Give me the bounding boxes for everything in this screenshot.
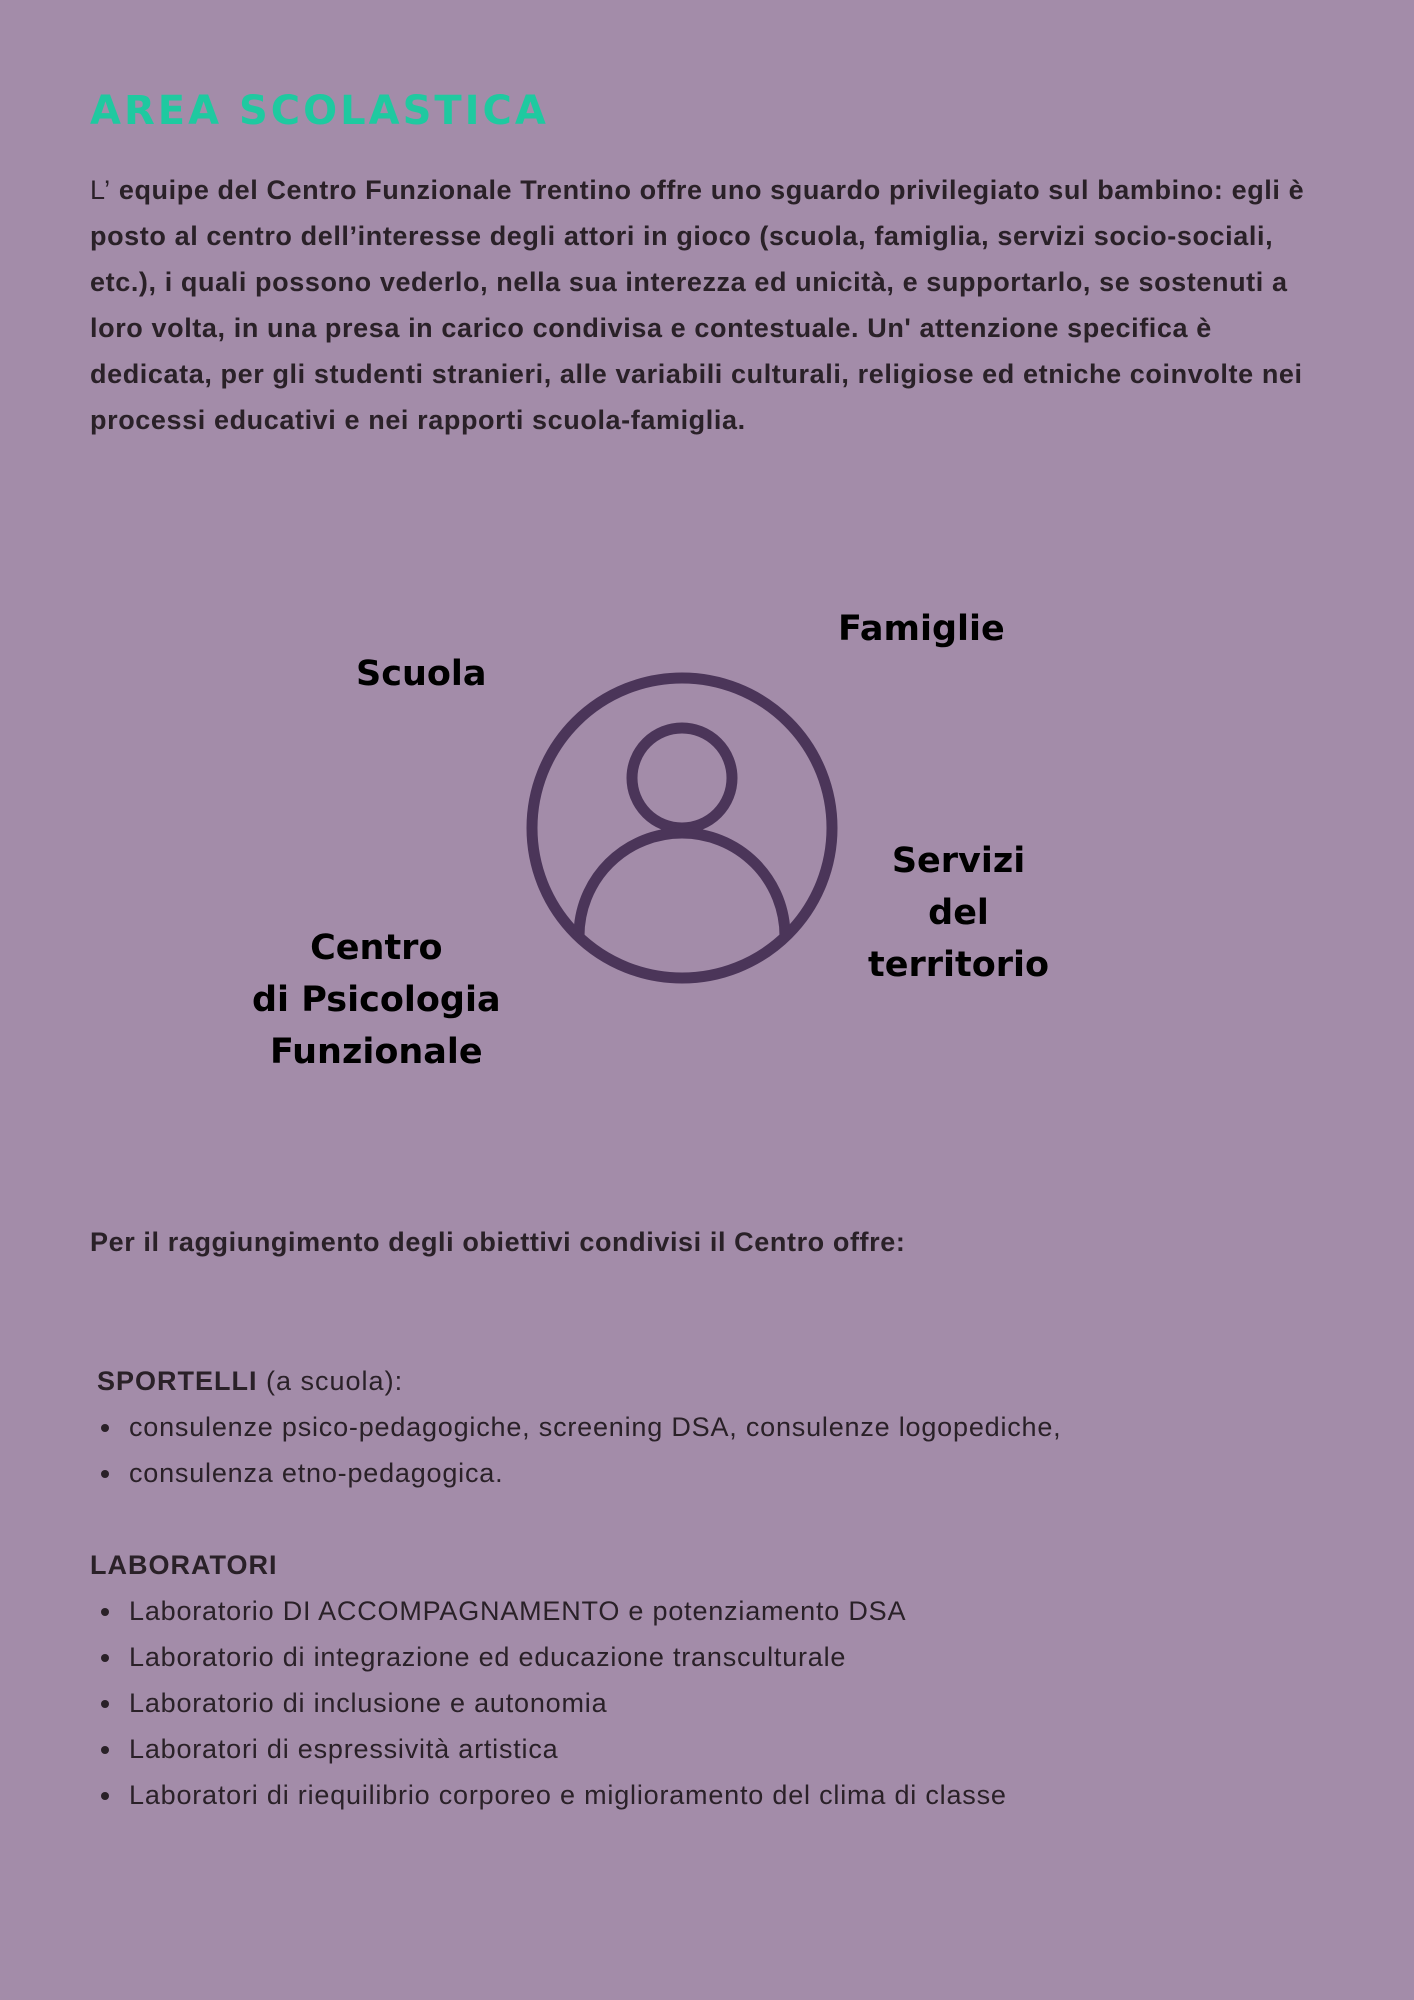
list-item-text: Laboratorio di inclusione e autonomia xyxy=(129,1688,608,1718)
bullet-icon xyxy=(101,1700,109,1708)
bullet-icon xyxy=(101,1746,109,1754)
list-item xyxy=(90,1680,1007,1726)
list-item-text: Laboratori di riequilibrio corporeo e miglioramento del clima di classe xyxy=(129,1780,1007,1810)
page-title: AREA SCOLASTICA xyxy=(90,88,549,134)
diagram-label-centro: Centro di Psicologia Funzionale xyxy=(252,928,501,1072)
bullet-icon xyxy=(101,1654,109,1662)
list-item xyxy=(90,1588,1007,1634)
list-item-text: consulenza etno-pedagogica. xyxy=(129,1458,504,1488)
bullet-icon xyxy=(101,1608,109,1616)
diagram-label-famiglie: Famiglie xyxy=(838,609,1005,649)
list-item xyxy=(90,1772,1007,1818)
list-item xyxy=(90,1450,1061,1496)
laboratori-heading-title: LABORATORI xyxy=(90,1550,278,1580)
sportelli-heading-note: (a scuola): xyxy=(257,1366,404,1396)
bullet-icon xyxy=(101,1792,109,1800)
sportelli-list xyxy=(90,1404,1061,1496)
intro-lead: L’ xyxy=(90,175,111,205)
diagram-label-servizi: Servizi del territorio xyxy=(868,841,1050,985)
list-item xyxy=(90,1404,1061,1450)
sportelli-heading xyxy=(97,1361,403,1401)
sportelli-heading-title: SPORTELLI xyxy=(97,1366,258,1396)
diagram-label-scuola: Scuola xyxy=(356,654,487,694)
list-item xyxy=(90,1634,1007,1680)
list-item-text: Laboratori di espressività artistica xyxy=(129,1734,559,1764)
laboratori-list xyxy=(90,1588,1007,1818)
list-item-text: Laboratorio di integrazione ed educazione transculturale xyxy=(129,1642,847,1672)
offer-text: Per il raggiungimento degli obiettivi condivisi il Centro offre: xyxy=(90,1227,906,1257)
user-circle-icon xyxy=(522,668,842,988)
intro-body: equipe del Centro Funzionale Trentino offre uno sguardo privilegiato sul bambino: egli è posto al centro dell’interesse degli attori in gioco (scuola, famiglia, servizi socio-sociali, etc.), i quali possono vederlo, nella sua interezza ed unicità, e supportarlo, se sostenuti a loro volta, in una presa in carico condivisa e contestuale. Un' attenzione specifica è dedicata, per gli studenti stranieri, alle variabili culturali, religiose ed etniche coinvolte nei processi educativi e nei rapporti scuola-famiglia. xyxy=(90,175,1305,435)
intro-paragraph xyxy=(90,167,1340,443)
bullet-icon xyxy=(101,1470,109,1478)
list-item xyxy=(90,1726,1007,1772)
list-item-text: consulenze psico-pedagogiche, screening DSA, consulenze logopediche, xyxy=(129,1412,1062,1442)
bullet-icon xyxy=(101,1424,109,1432)
list-item-text: Laboratorio DI ACCOMPAGNAMENTO e potenziamento DSA xyxy=(129,1596,907,1626)
laboratori-heading xyxy=(90,1545,278,1585)
